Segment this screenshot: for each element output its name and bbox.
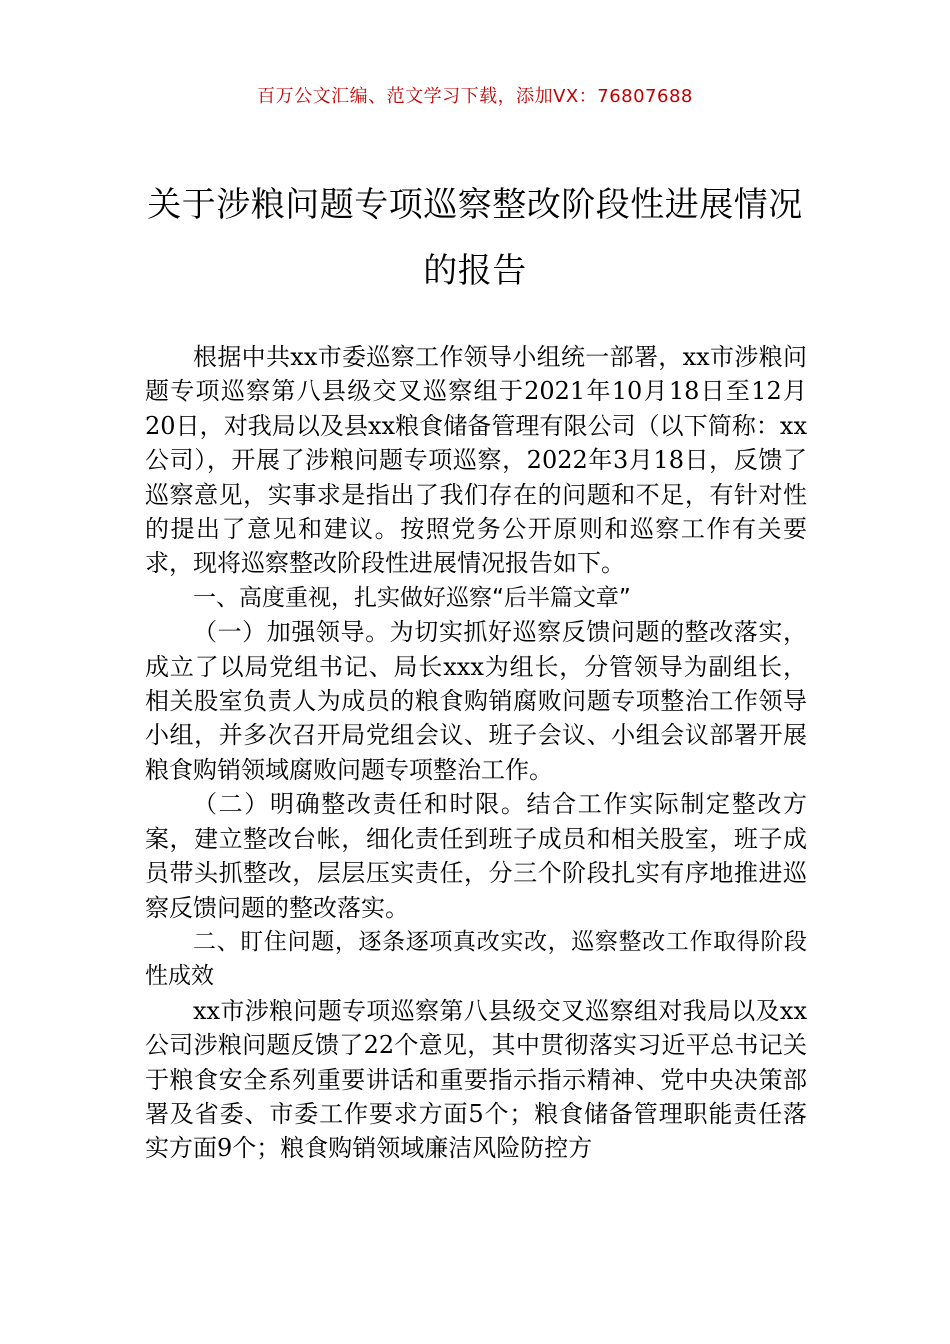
section-heading-2: 二、盯住问题，逐条逐项真改实改，巡察整改工作取得阶段性成效 xyxy=(145,928,807,990)
paragraph-issues: xx市涉粮问题专项巡察第八县级交叉巡察组对我局以及xx公司涉粮问题反馈了22个意见，其中贯彻落实习近平总书记关于粮食安全系列重要讲话和重要指示指示精神、党中央决策部署及省委、市委工作要求方面5个；粮食储备管理职能责任落实方面9个；粮食购销领域廉洁风险防控方 xyxy=(145,996,807,1163)
paragraph-responsibility: （二）明确整改责任和时限。结合工作实际制定整改方案，建立整改台帐，细化责任到班子成员和相关股室，班子成员带头抓整改，层层压实责任，分三个阶段扎实有序地推进巡察反馈问题的整改落实。 xyxy=(145,790,807,922)
paragraph-leadership: （一）加强领导。为切实抓好巡察反馈问题的整改落实，成立了以局党组书记、局长xxx为组长，分管领导为副组长，相关股室负责人为成员的粮食购销腐败问题专项整治工作领导小组，并多次召开局党组会议、班子会议、小组会议部署开展粮食购销领域腐败问题专项整治工作。 xyxy=(145,618,807,784)
document-body xyxy=(145,340,807,1166)
header-note: 百万公文汇编、范文学习下载，添加VX：76807688 xyxy=(257,86,693,107)
section-heading-1: 一、高度重视，扎实做好巡察“后半篇文章” xyxy=(193,584,631,611)
paragraph-intro: 根据中共xx市委巡察工作领导小组统一部署，xx市涉粮问题专项巡察第八县级交叉巡察组于2021年10月18日至12月20日，对我局以及县xx粮食储备管理有限公司（以下简称：xx公司），开展了涉粮问题专项巡察，2022年3月18日，反馈了巡察意见，实事求是指出了我们存在的问题和不足，有针对性的提出了意见和建议。按照党务公开原则和巡察工作有关要求，现将巡察整改阶段性进展情况报告如下。 xyxy=(145,343,807,578)
document-title: 关于涉粮问题专项巡察整改阶段性进展情况的报告 xyxy=(147,185,803,291)
